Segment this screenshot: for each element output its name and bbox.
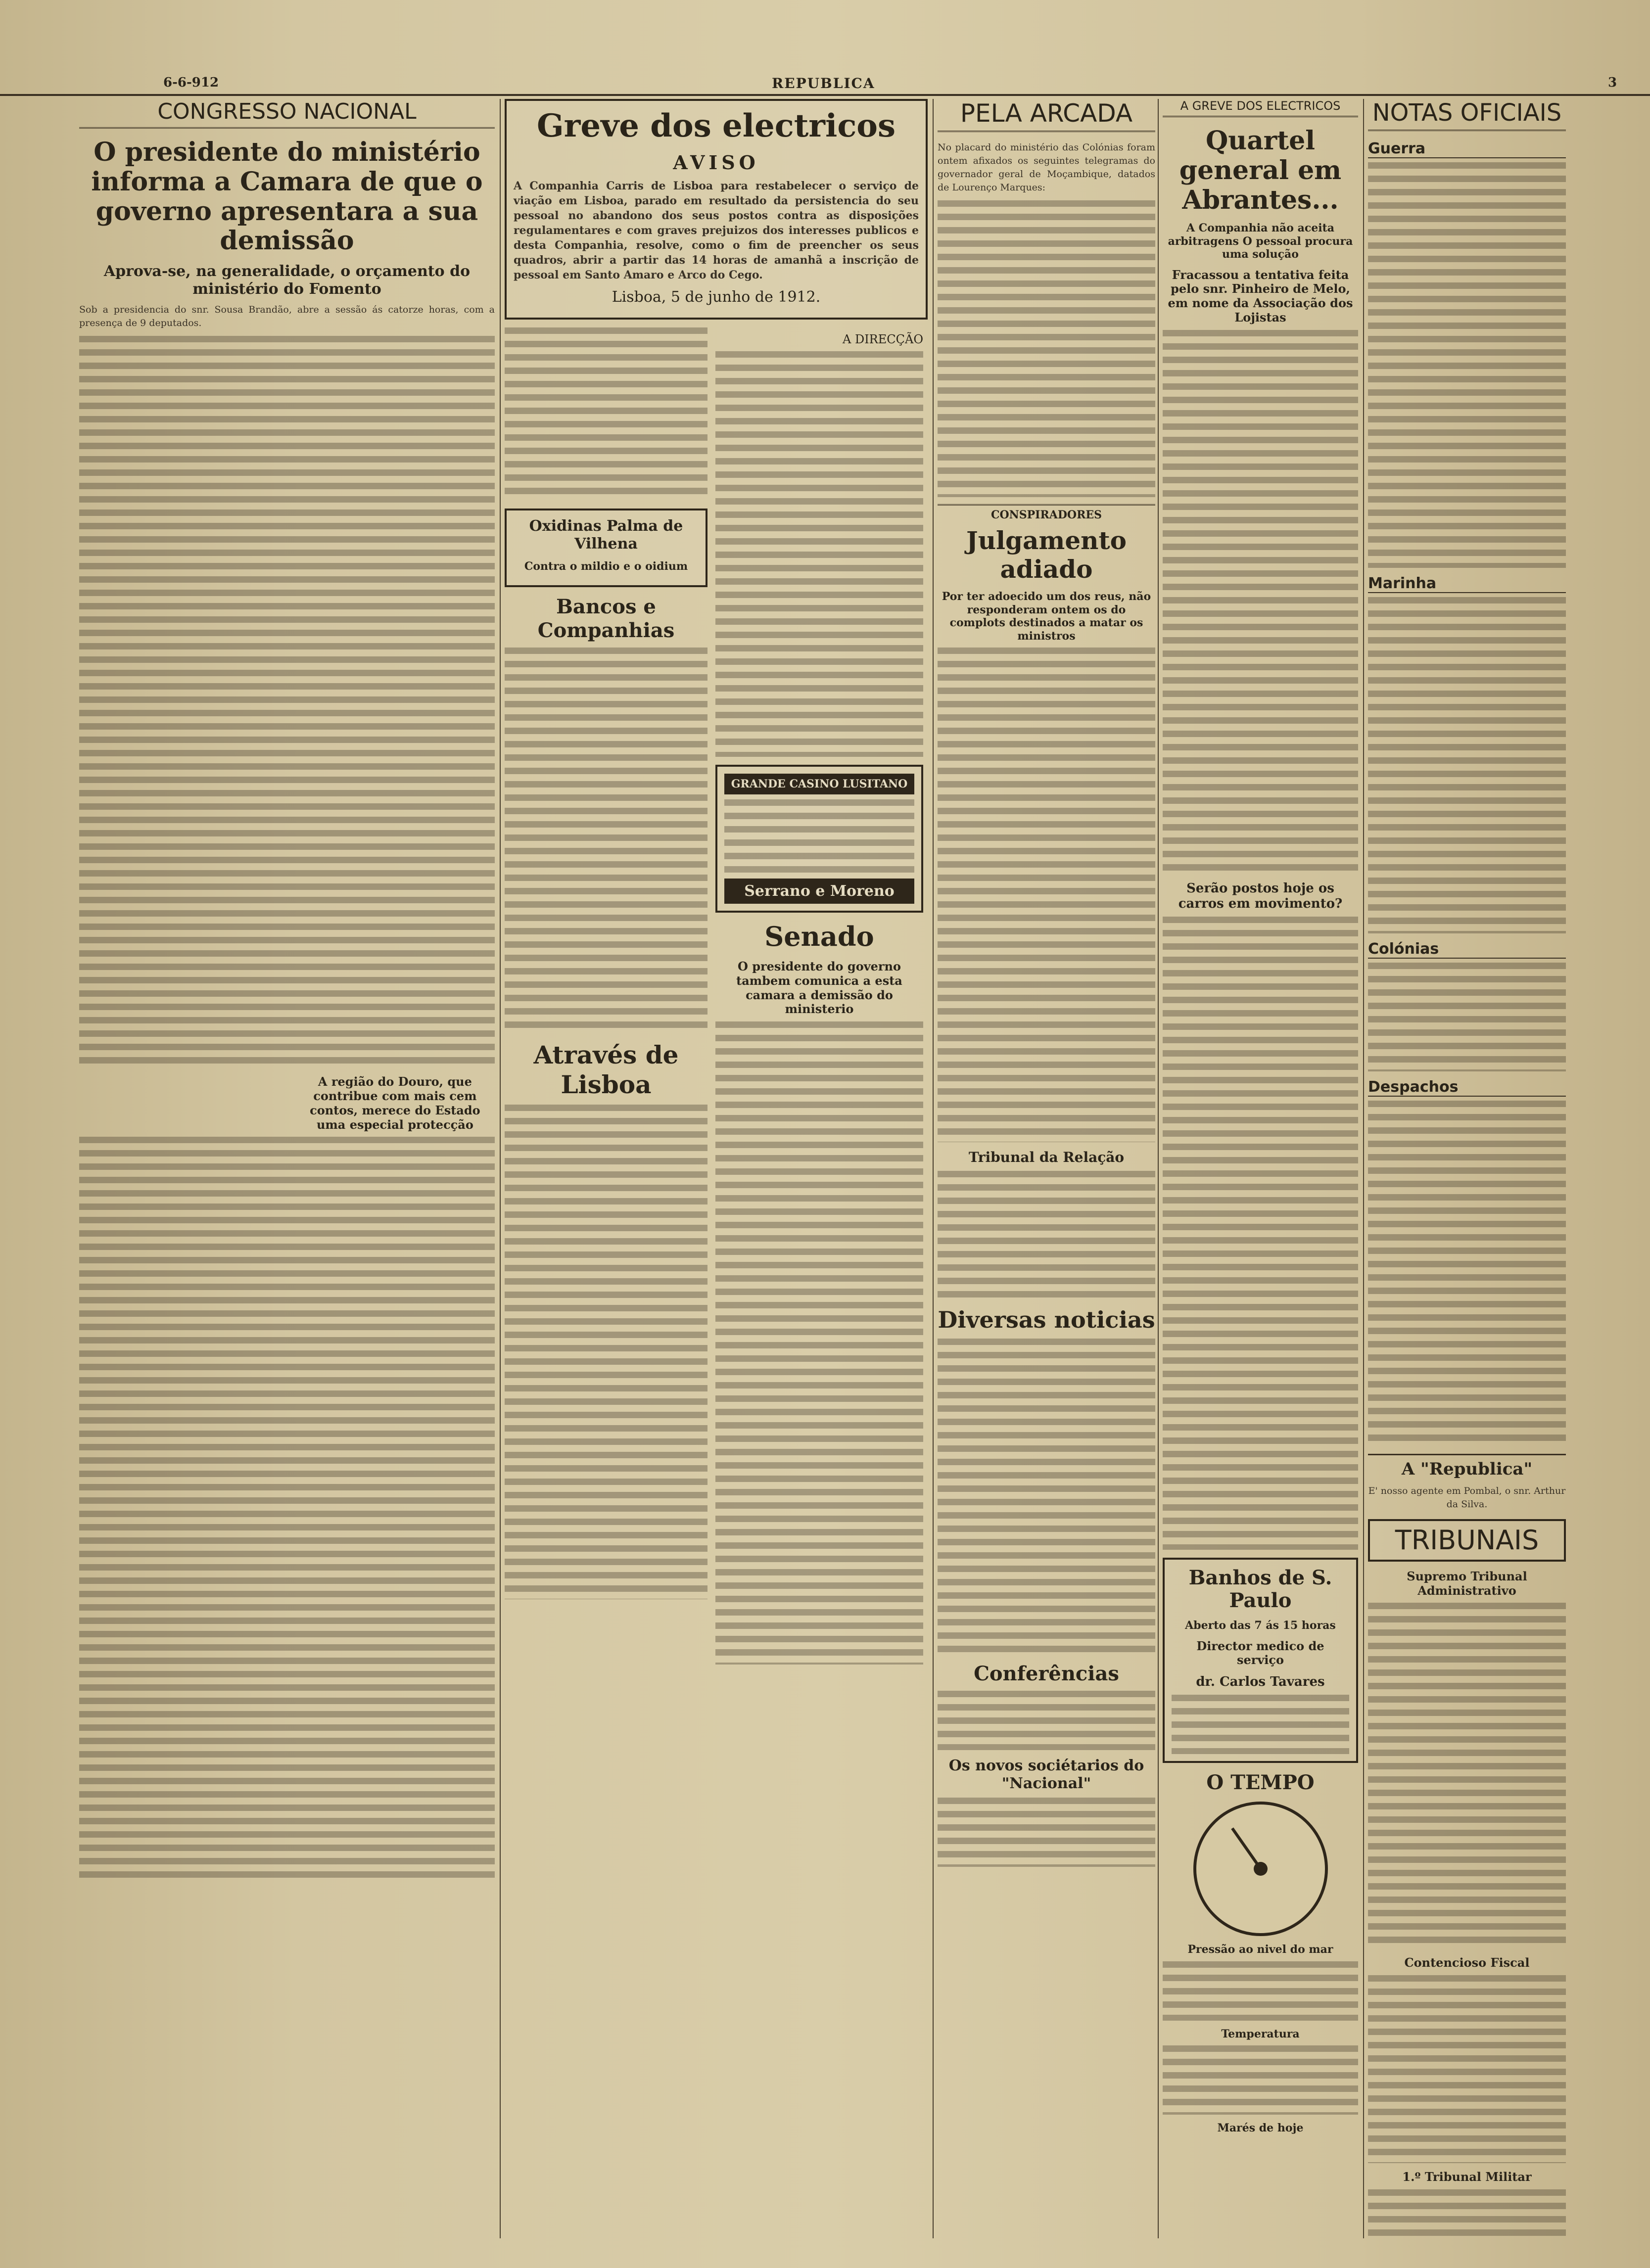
headline: O presidente do ministério informa a Camara de que o governo apresentara a sua demissão [91, 137, 483, 256]
article-body [938, 200, 1155, 497]
article-body [505, 327, 707, 501]
section-subheading: Serão postos hoje os carros em movimento? [1178, 880, 1343, 911]
article-body [505, 648, 707, 1033]
section-subheading: Contencioso Fiscal [1404, 1955, 1530, 1970]
section-heading: Colónias [1368, 940, 1566, 959]
weather-heading: Pressão ao nivel do mar [1187, 1943, 1333, 1956]
article-body [1368, 963, 1566, 1071]
article-body [1368, 1101, 1566, 1447]
weather-heading: Temperatura [1221, 2027, 1300, 2040]
section-title: Diversas noticias [938, 1306, 1155, 1333]
article-body [1368, 597, 1566, 933]
tribunais-banner [1368, 1519, 1566, 1562]
subheadline: Fracassou a tentativa feita pelo snr. Pinheiro de Melo, em nome da Associação dos Lojistas [1168, 267, 1353, 324]
page-number: 3 [1608, 75, 1617, 90]
section-title: Conferências [974, 1662, 1119, 1685]
article-body [938, 1171, 1155, 1299]
section-kicker: CONSPIRADORES [938, 504, 1155, 521]
headline: Greve dos electricos [536, 107, 896, 144]
column-rule [933, 99, 934, 2238]
article-body [79, 336, 495, 1068]
headline: Julgamento adiado [966, 526, 1127, 584]
section-title: O TEMPO [1206, 1771, 1315, 1795]
notice-text: A Companhia Carris de Lisboa para restabelecer o serviço de viação em Lisboa, parado em resultado da persistencia do seu pessoal no abandono dos seus postos contra as disposições regulamentares e com graves prejuizos dos interesses publicos e desta Companhia, resolve, como o fim de preencher os seus quadros, abrir a partir das 14 horas de amanhã a inscrição de pessoal em Santo Amaro e Arco do Cego. [514, 180, 919, 282]
article-body [1368, 1603, 1566, 1949]
barometer-dial-icon [1193, 1802, 1328, 1936]
article-body [1163, 330, 1358, 874]
article-lead: Sob a presidencia do snr. Sousa Brandão, abre a sessão ás catorze horas, com a presença de 9 deputados. [79, 304, 495, 329]
column-rule [500, 99, 501, 2238]
section-title: Senado [764, 921, 874, 953]
notice-title: A "Republica" [1368, 1454, 1566, 1480]
ad-banhos [1163, 1558, 1358, 1763]
notice-dateline: Lisboa, 5 de junho de 1912. [612, 288, 821, 306]
ad-director: Director medico de serviço [1196, 1638, 1324, 1667]
article-lead: No placard do ministério das Colónias foram ontem afixados os seguintes telegramas do governador geral de Moçambique, datados de Lourenço Marques: [938, 142, 1155, 193]
section-kicker: NOTAS OFICIAIS [1368, 99, 1566, 131]
section-heading: Despachos [1368, 1078, 1566, 1097]
article-body [1368, 162, 1566, 568]
section-title: Tribunal da Relação [968, 1149, 1125, 1165]
notice-signature: A DIRECÇÃO [842, 332, 923, 347]
ad-doctor: dr. Carlos Tavares [1196, 1674, 1325, 1690]
subheadline: A Companhia não aceita arbitragens O pessoal procura uma solução [1168, 222, 1353, 261]
article-body [715, 1021, 923, 1665]
article-body [79, 1137, 495, 1879]
subheadline: Aprova-se, na generalidade, o orçamento do ministério do Fomento [103, 263, 471, 298]
page-masthead [0, 74, 1650, 96]
section-title: Bancos e Companhias [537, 595, 675, 642]
section-title: TRIBUNAIS [1395, 1524, 1539, 1556]
aviso-box [505, 99, 928, 320]
ad-title: Banhos de S. Paulo [1188, 1566, 1332, 1613]
ad-subtitle: Contra o mildio e o oidium [524, 560, 688, 573]
ad-casino [715, 765, 923, 913]
section-heading: Guerra [1368, 140, 1566, 158]
column-notas-oficiais [1368, 99, 1566, 2238]
article-body [1368, 2189, 1566, 2238]
section-kicker: CONGRESSO NACIONAL [79, 99, 495, 129]
subheadline: Por ter adoecido um dos reus, não responderam ontem os do complots destinados a matar os ministros [942, 590, 1151, 643]
section-title: Através de Lisboa [533, 1040, 679, 1099]
column-rule [1363, 99, 1364, 2238]
section-subheading: O presidente do governo tambem comunica a esta camara a demissão do ministerio [736, 959, 902, 1017]
article-body [715, 351, 923, 757]
column-congresso [79, 99, 495, 2238]
weather-heading: Marés de hoje [1217, 2122, 1304, 2135]
column-rule [1158, 99, 1159, 2238]
article-body [1368, 1975, 1566, 2163]
notice-text: E' nosso agente em Pombal, o snr. Arthur da Silva. [1368, 1485, 1566, 1510]
issue-date: 6-6-912 [163, 75, 219, 90]
article-body [938, 1691, 1155, 1750]
ad-title: GRANDE CASINO LUSITANO [724, 774, 914, 794]
section-title: Os novos sociétarios do "Nacional" [948, 1757, 1144, 1792]
column-greve [505, 99, 928, 2238]
paper-name: REPUBLICA [772, 75, 875, 92]
article-body [1163, 917, 1358, 1550]
article-body [938, 1798, 1155, 1867]
column-pela-arcada [938, 99, 1155, 2238]
notice-title: AVISO [673, 151, 759, 174]
ad-title: Oxidinas Palma de Vilhena [529, 517, 683, 553]
section-subheading: Supremo Tribunal Administrativo [1407, 1569, 1527, 1598]
column-greve-electricos [1163, 99, 1358, 2238]
section-subheading: 1.º Tribunal Militar [1402, 2170, 1532, 2184]
ad-oxidinas [505, 509, 707, 587]
section-kicker: PELA ARCADA [938, 99, 1155, 132]
article-body [938, 1339, 1155, 1655]
section-heading: Marinha [1368, 575, 1566, 593]
ad-highlight: Serrano e Moreno [724, 879, 914, 904]
headline: Quartel general em Abrantes... [1179, 126, 1342, 215]
ad-subtitle: Aberto das 7 ás 15 horas [1185, 1619, 1336, 1632]
section-kicker: A GREVE DOS ELECTRICOS [1163, 99, 1358, 117]
article-body [505, 1105, 707, 1599]
article-body [938, 648, 1155, 1142]
section-subheading: A região do Douro, que contribue com mais cem contos, merece do Estado uma especial protecção [310, 1074, 480, 1132]
